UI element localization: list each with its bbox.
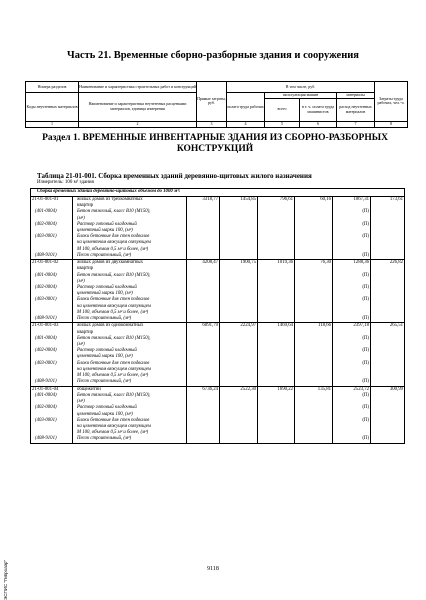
materials-cost: 2523,72 [333,386,371,393]
material-labor [220,297,258,316]
material-consumption: (П) [333,348,371,360]
material-name: Блоки бетонные для стен подвалов на цементном вяжущем связующем М 100, объемом 0,5 м³ и более, (м³) [73,234,187,253]
material-consumption: (П) [333,379,371,386]
material-direct [187,418,220,437]
material-row [31,418,405,437]
measurement-unit: Измеритель: 100 м³ здания [37,180,94,185]
material-hours [371,316,405,323]
machinists-pay: 135,81 [295,386,333,393]
material-machines [258,209,295,221]
direct-costs: 4208,47 [187,260,220,273]
material-machines [258,379,295,386]
material-name: Песок строительный, (м³) [73,379,187,386]
machinists-pay: 76,30 [295,260,333,273]
material-hours [371,222,405,234]
material-row [31,234,405,253]
rate-row [31,323,405,336]
header-machinists-pay: в т. ч. оплата труда машинистов [300,98,337,121]
machinists-pay: 60,16 [295,197,333,210]
material-hours [371,253,405,260]
material-machinists [295,418,333,437]
header-num-7: 7 [337,121,375,127]
material-labor [220,361,258,380]
material-row [31,405,405,417]
material-direct [187,209,220,221]
material-direct [187,253,220,260]
material-code: (408-9101) [31,253,73,260]
material-hours [371,285,405,297]
material-hours [371,361,405,380]
material-labor [220,253,258,260]
material-code: (403-0001) [31,418,73,437]
header-direct-costs: Прямые затраты, руб. [197,82,227,122]
rates-table [30,188,405,444]
material-code: (403-0001) [31,234,73,253]
labor-pay: 1900,75 [220,260,258,273]
material-labor [220,285,258,297]
rate-name: жилых домов из двухкомнатных квартир [73,260,187,273]
material-hours [371,336,405,348]
labor-hours: 265,51 [371,323,405,336]
rate-row [31,260,405,273]
material-machines [258,285,295,297]
machines-total: 1469,64 [258,323,295,336]
header-labor-hours: Затраты труда рабочих, чел.-ч. [375,82,408,122]
material-name: Раствор готовый кладочный цементный марки 100, (м³) [73,285,187,297]
material-code: (401-0004) [31,273,73,285]
material-code: (403-0001) [31,297,73,316]
material-consumption: (П) [333,436,371,443]
material-machinists [295,379,333,386]
material-consumption: (П) [333,418,371,437]
material-code: (402-0004) [31,222,73,234]
material-direct [187,336,220,348]
material-machines [258,361,295,380]
section-title: Раздел 1. ВРЕМЕННЫЕ ИНВЕНТАРНЫЕ ЗДАНИЯ ИЗ СБОРНО-РАЗБОРНЫХ КОНСТРУКЦИЙ [42,133,388,154]
material-consumption: (П) [333,222,371,234]
header-exploitation: эксплуатация машин [265,93,337,99]
material-code: (408-9101) [31,436,73,443]
material-consumption: (П) [333,393,371,405]
material-labor [220,316,258,323]
page-number: 9118 [207,566,219,572]
rate-code: 21-01-001-02 [31,260,73,273]
material-row [31,273,405,285]
material-row [31,348,405,360]
labor-pay: 2522,30 [220,386,258,393]
material-consumption: (П) [333,297,371,316]
material-row [31,297,405,316]
header-num-6: 6 [300,121,337,127]
material-name: Бетон тяжелый, класс В10 (М150), (м³) [73,393,187,405]
material-direct [187,393,220,405]
material-direct [187,316,220,323]
side-stamp: ЭСПИС "Гипроаэр" [3,559,8,600]
material-direct [187,361,220,380]
header-codes: Коды неучтенных материалов [26,93,79,122]
material-name: Песок строительный, (м³) [73,253,187,260]
material-row [31,316,405,323]
header-sections: Номера разделов [26,82,79,93]
header-num-4: 4 [227,121,265,127]
material-consumption: (П) [333,361,371,380]
material-machines [258,222,295,234]
material-consumption: (П) [333,209,371,221]
material-row [31,436,405,443]
material-machines [258,348,295,360]
material-code: (408-9101) [31,379,73,386]
material-machinists [295,209,333,221]
materials-cost: 2397,18 [333,323,371,336]
material-name: Бетон тяжелый, класс В10 (М150), (м³) [73,336,187,348]
material-name: Блоки бетонные для стен подвалов на цементном вяжущем связующем М 100, объемом 0,5 м³ и более, (м³) [73,361,187,380]
material-code: (401-0004) [31,209,73,221]
header-machines-total: всего [265,98,300,121]
rate-code: 21-01-001-04 [31,386,73,393]
header-materials-desc: Наименование и характеристика неучтенных расценками материалов, единица измерения [79,93,197,122]
material-direct [187,348,220,360]
machinists-pay: 118,66 [295,323,333,336]
material-consumption: (П) [333,405,371,417]
material-labor [220,379,258,386]
material-name: Песок строительный, (м³) [73,436,187,443]
material-machinists [295,253,333,260]
material-machinists [295,222,333,234]
material-labor [220,209,258,221]
material-hours [371,273,405,285]
material-name: Раствор готовый кладочный цементный марки 100, (м³) [73,348,187,360]
material-machinists [295,436,333,443]
material-labor [220,405,258,417]
material-machinists [295,405,333,417]
material-name: Блоки бетонные для стен подвалов на цементном вяжущем связующем М 100, объемом 0,5 м³ и более, (м³) [73,418,187,437]
labor-pay: 1454,85 [220,197,258,210]
materials-cost: 1288,36 [333,260,371,273]
material-machines [258,418,295,437]
labor-pay: 2224,97 [220,323,258,336]
material-code: (402-0004) [31,285,73,297]
header-num-8: 8 [375,121,408,127]
labor-hours: 226,82 [371,260,405,273]
material-row [31,222,405,234]
material-row [31,209,405,221]
header-table [25,81,408,128]
material-row [31,336,405,348]
material-row [31,393,405,405]
material-code: (402-0004) [31,405,73,417]
direct-costs: 6736,24 [187,386,220,393]
material-hours [371,348,405,360]
rate-code: 21-01-001-01 [31,197,73,210]
material-direct [187,234,220,253]
rate-name: общежитий [73,386,187,393]
part-title: Часть 21. Временные сборно-разборные здания и сооружения [67,50,359,61]
header-labor-pay: оплата труда рабочих [227,93,265,122]
material-code: (401-0004) [31,336,73,348]
material-hours [371,209,405,221]
labor-hours: 300,99 [371,386,405,393]
material-direct [187,436,220,443]
material-direct [187,222,220,234]
material-consumption: (П) [333,336,371,348]
material-machines [258,405,295,417]
material-code: (403-0001) [31,361,73,380]
material-machines [258,436,295,443]
material-name: Блоки бетонные для стен подвалов на цементном вяжущем связующем М 100, объемом 0,5 м³ и более, (м³) [73,297,187,316]
header-works: Наименование и характеристика строительных работ и конструкций [79,82,197,93]
material-code: (401-0004) [31,393,73,405]
rate-code: 21-01-001-03 [31,323,73,336]
header-materials-consumption: расход неучтенных материалов [337,98,375,121]
material-labor [220,418,258,437]
material-hours [371,405,405,417]
material-row [31,361,405,380]
material-row [31,379,405,386]
header-num-1: 1 [26,121,79,127]
material-machinists [295,234,333,253]
material-machinists [295,273,333,285]
material-machines [258,336,295,348]
material-direct [187,297,220,316]
material-hours [371,393,405,405]
material-labor [220,393,258,405]
materials-cost: 1067,31 [333,197,371,210]
rate-row [31,197,405,210]
material-machinists [295,316,333,323]
material-name: Бетон тяжелый, класс В10 (М150), (м³) [73,273,187,285]
material-row [31,253,405,260]
header-num-3: 3 [197,121,227,127]
material-machines [258,393,295,405]
material-name: Раствор готовый кладочный цементный марки 100, (м³) [73,222,187,234]
material-consumption: (П) [333,253,371,260]
material-labor [220,336,258,348]
material-consumption: (П) [333,316,371,323]
material-code: (408-9101) [31,316,73,323]
material-machines [258,297,295,316]
material-direct [187,405,220,417]
material-name: Раствор готовый кладочный цементный марки 100, (м³) [73,405,187,417]
material-direct [187,273,220,285]
machines-total: 796,61 [258,197,295,210]
rate-name: жилых домов из трехкомнатных квартир [73,197,187,210]
material-machinists [295,336,333,348]
table-band-heading: Сборка временных зданий деревянно-щитовых объемом до 1000 м³: [31,189,405,197]
rate-row [31,386,405,393]
header-num-5: 5 [265,121,300,127]
rate-name: жилых домов из однокомнатных квартир [73,323,187,336]
material-hours [371,234,405,253]
labor-hours: 173,61 [371,197,405,210]
header-num-2: 2 [79,121,197,127]
material-hours [371,436,405,443]
material-row [31,285,405,297]
material-labor [220,222,258,234]
material-labor [220,436,258,443]
material-hours [371,297,405,316]
material-labor [220,348,258,360]
direct-costs: 3318,77 [187,197,220,210]
machines-total: 1019,36 [258,260,295,273]
material-machinists [295,285,333,297]
material-machinists [295,297,333,316]
header-materials: материалы [337,93,375,99]
table-title: Таблица 21-01-001. Сборка временных зданий деревянно-щитовых жилого назначения [37,172,312,180]
material-direct [187,285,220,297]
header-group-title: В том числе, руб. [227,82,375,93]
material-consumption: (П) [333,273,371,285]
material-name: Бетон тяжелый, класс В10 (М150), (м³) [73,209,187,221]
material-consumption: (П) [333,285,371,297]
material-machinists [295,361,333,380]
material-machines [258,273,295,285]
material-name: Песок строительный, (м³) [73,316,187,323]
material-labor [220,234,258,253]
material-machines [258,253,295,260]
material-hours [371,418,405,437]
material-labor [220,273,258,285]
material-machines [258,316,295,323]
material-consumption: (П) [333,234,371,253]
material-hours [371,379,405,386]
material-code: (402-0004) [31,348,73,360]
direct-costs: 6091,79 [187,323,220,336]
material-direct [187,379,220,386]
machines-total: 1690,22 [258,386,295,393]
material-machinists [295,393,333,405]
material-machinists [295,348,333,360]
material-machines [258,234,295,253]
